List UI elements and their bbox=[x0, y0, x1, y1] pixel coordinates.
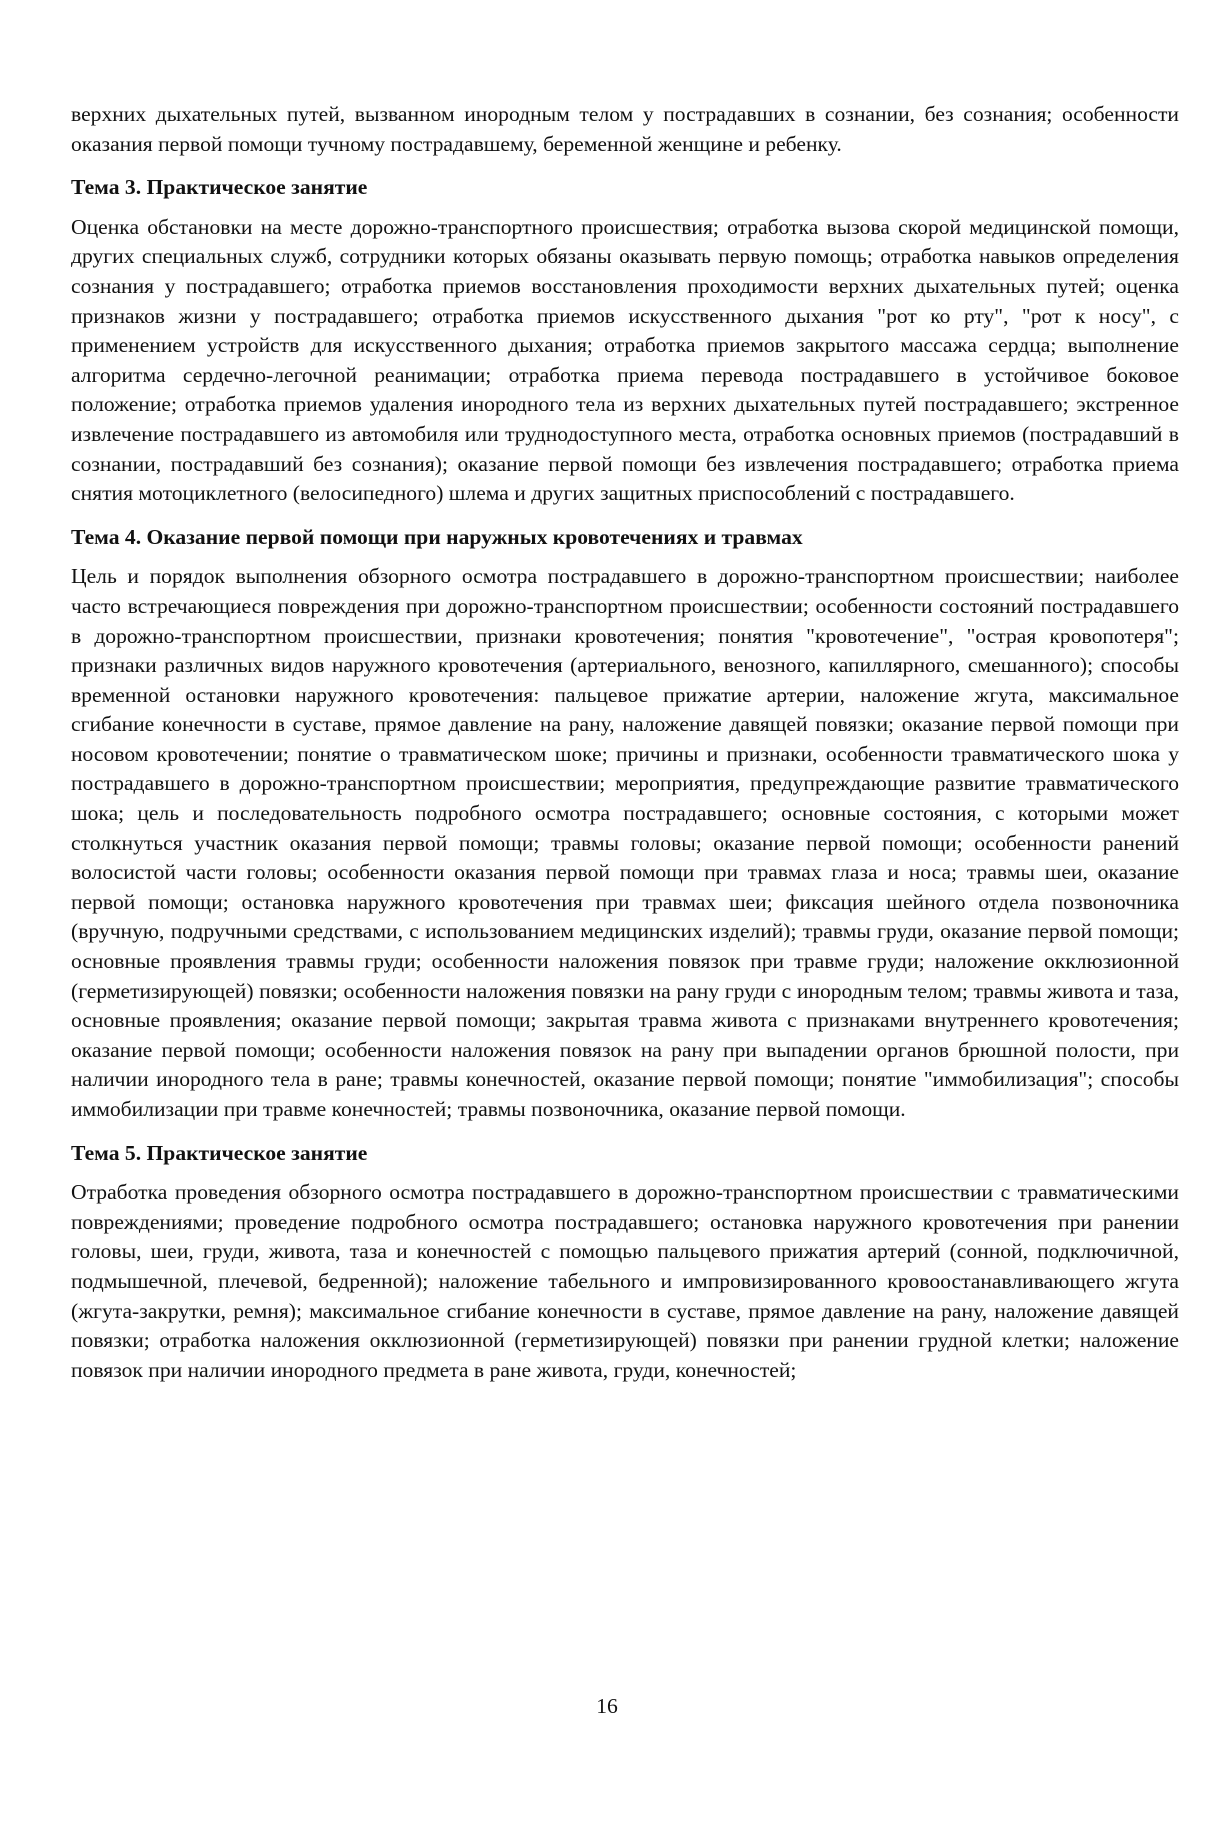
document-page bbox=[71, 100, 1179, 1385]
page-number: 16 bbox=[596, 1694, 618, 1718]
section-paragraph: Отработка проведения обзорного осмотра пострадавшего в дорожно-транспортном происшествии с травматическими повреждениями; проведение подробного осмотра пострадавшего; остановка наружного кровотечения при ранении головы, шеи, груди, живота, таза и конечностей с помощью пальцевого прижатия артерий (сонной, подключичной, подмышечной, плечевой, бедренной); наложение табельного и импровизированного кровоостанавливающего жгута (жгута-закрутки, ремня); максимальное сгибание конечности в суставе, прямое давление на рану, наложение давящей повязки; отработка наложения окклюзионной (герметизирующей) повязки при ранении грудной клетки; наложение повязок при наличии инородного предмета в ране живота, груди, конечностей; bbox=[71, 1180, 1179, 1382]
section-heading: Тема 3. Практическое занятие bbox=[71, 175, 368, 200]
section-topic-5 bbox=[71, 1139, 1179, 1386]
section-topic-4 bbox=[71, 523, 1179, 1125]
intro-paragraph: верхних дыхательных путей, вызванном инородным телом у пострадавших в сознании, без сознания; особенности оказания первой помощи тучному пострадавшему, беременной женщине и ребенку. bbox=[71, 102, 1179, 156]
section-heading: Тема 5. Практическое занятие bbox=[71, 1140, 368, 1165]
section-topic-3 bbox=[71, 173, 1179, 509]
section-paragraph: Оценка обстановки на месте дорожно-транспортного происшествия; отработка вызова скорой медицинской помощи, других специальных служб, сотрудники которых обязаны оказывать первую помощь; отработка навыков определения сознания у пострадавшего; отработка приемов восстановления проходимости верхних дыхательных путей; оценка признаков жизни у пострадавшего; отработка приемов искусственного дыхания "рот ко рту", "рот к носу", с применением устройств для искусственного дыхания; отработка приемов закрытого массажа сердца; выполнение алгоритма сердечно-легочной реанимации; отработка приема перевода пострадавшего в устойчивое боковое положение; отработка приемов удаления инородного тела из верхних дыхательных путей пострадавшего; экстренное извлечение пострадавшего из автомобиля или труднодоступного места, отработка основных приемов (пострадавший в сознании, пострадавший без сознания); оказание первой помощи без извлечения пострадавшего; отработка приема снятия мотоциклетного (велосипедного) шлема и других защитных приспособлений с пострадавшего. bbox=[71, 214, 1179, 506]
section-heading: Тема 4. Оказание первой помощи при наружных кровотечениях и травмах bbox=[71, 524, 803, 549]
section-paragraph: Цель и порядок выполнения обзорного осмотра пострадавшего в дорожно-транспортном происшествии; наиболее часто встречающиеся повреждения при дорожно-транспортном происшествии; особенности состояний пострадавшего в дорожно-транспортном происшествии, признаки кровотечения; понятия "кровотечение", "острая кровопотеря"; признаки различных видов наружного кровотечения (артериального, венозного, капиллярного, смешанного); способы временной остановки наружного кровотечения: пальцевое прижатие артерии, наложение жгута, максимальное сгибание конечности в суставе, прямое давление на рану, наложение давящей повязки; оказание первой помощи при носовом кровотечении; понятие о травматическом шоке; причины и признаки, особенности травматического шока у пострадавшего в дорожно-транспортном происшествии; мероприятия, предупреждающие развитие травматического шока; цель и последовательность подробного осмотра пострадавшего; основные состояния, с которыми может столкнуться участник оказания первой помощи; травмы головы; оказание первой помощи; особенности ранений волосистой части головы; особенности оказания первой помощи при травмах глаза и носа; травмы шеи, оказание первой помощи; остановка наружного кровотечения при травмах шеи; фиксация шейного отдела позвоночника (вручную, подручными средствами, с использованием медицинских изделий); травмы груди, оказание первой помощи; основные проявления травмы груди; особенности наложения повязок при травме груди; наложение окклюзионной (герметизирующей) повязки; особенности наложения повязки на рану груди с инородным телом; травмы живота и таза, основные проявления; оказание первой помощи; закрытая травма живота с признаками внутреннего кровотечения; оказание первой помощи; особенности наложения повязок на рану при выпадении органов брюшной полости, при наличии инородного тела в ране; травмы конечностей, оказание первой помощи; понятие "иммобилизация"; способы иммобилизации при травме конечностей; травмы позвоночника, оказание первой помощи. bbox=[71, 564, 1179, 1121]
